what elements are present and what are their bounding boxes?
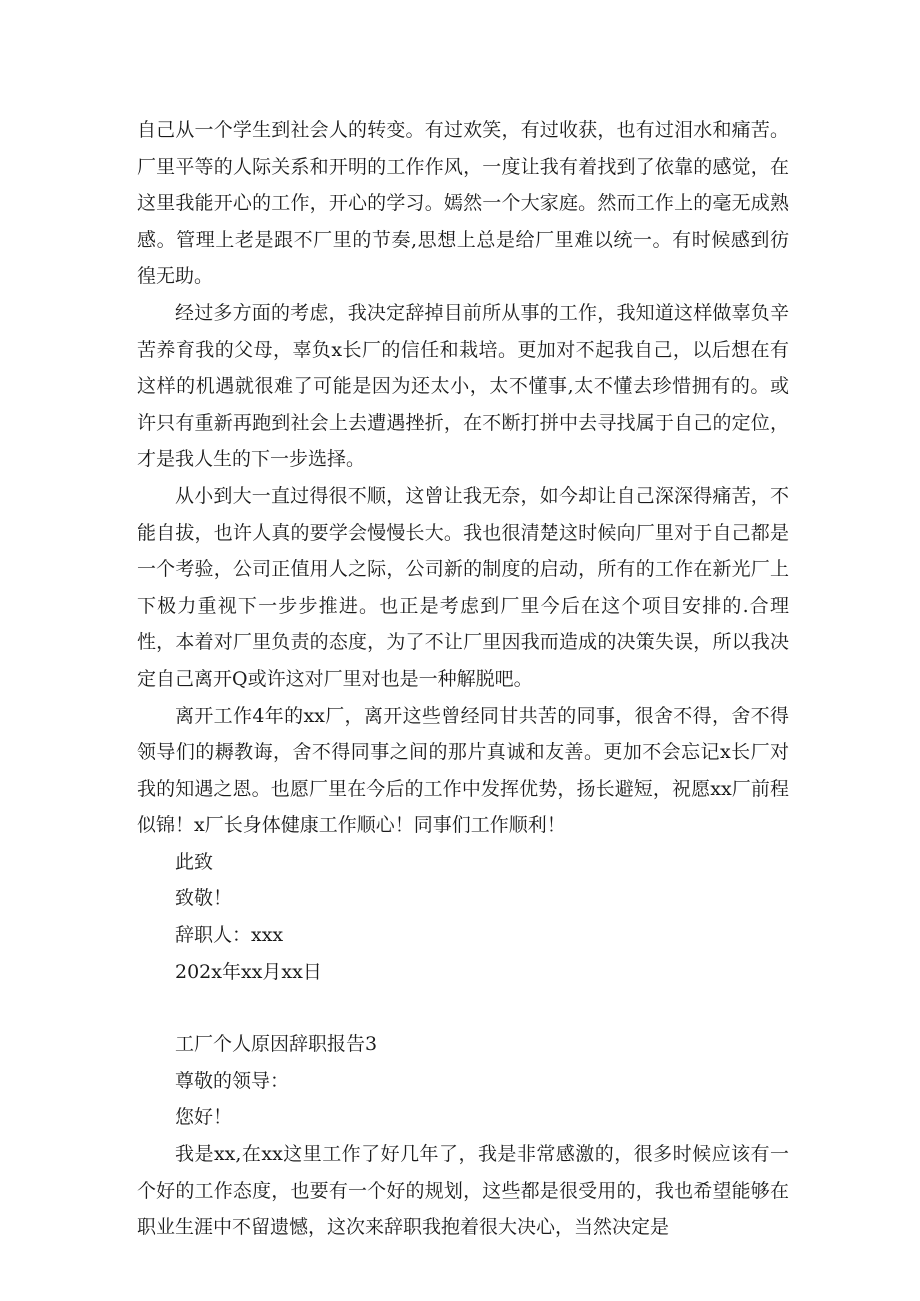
section-body-paragraph: 我是xx,在xx这里工作了好几年了，我是非常感激的，很多时候应该有一个好的工作态度，也要有一个好的规划，这些都是很受用的，我也希望能够在职业生涯中不留遗憾，这次来辞职我抱着很大决心，当然决定是 [137,1143,789,1239]
paragraph-4: 离开工作4年的xx厂，离开这些曾经同甘共苦的同事，很舍不得，舍不得领导们的耨教诲，舍不得同事之间的那片真诚和友善。更加不会忘记x长厂对我的知遇之恩。也愿厂里在今后的工作中发挥优势，扬长避短，祝愿xx厂前程似锦！x厂长身体健康工作顺心！同事们工作顺利！ [137,704,789,837]
section-spacer [137,990,789,1026]
date-line: 202x年xx月xx日 [175,960,322,983]
paragraph-3: 从小到大一直过得很不顺，这曾让我无奈，如今却让自己深深得痛苦，不能自拔，也许人真的要学会慢慢长大。我也很清楚这时候向厂里对于自己都是一个考验，公司正值用人之际，公司新的制度的启动，所有的工作在新光厂上下极力重视下一步步推进。也正是考虑到厂里今后在这个项目安排的.合理性，本着对厂里负责的态度，为了不让厂里因我而造成的决策失误，所以我决定自己离开Q或许这对厂里对也是一种解脱吧。 [137,484,789,690]
closing-respect: 致敬！ [175,887,233,910]
closing-salutation: 此致 [175,850,214,873]
hello-line: 您好！ [175,1106,233,1129]
paragraph-1: 自己从一个学生到社会人的转变。有过欢笑，有过收获，也有过泪水和痛苦。厂里平等的人际关系和开明的工作作风，一度让我有着找到了依靠的感觉，在这里我能开心的工作，开心的学习。嫣然一个大家庭。然而工作上的毫无成熟感。管理上老是跟不厂里的节奏,思想上总是给厂里难以统一。有时候感到彷徨无助。 [137,119,789,288]
section-title: 工厂个人原因辞职报告3 [175,1033,378,1056]
paragraph-2: 经过多方面的考虑，我决定辞掉目前所从事的工作，我知道这样做辜负辛苦养育我的父母，辜负x长厂的信任和栽培。更加对不起我自己，以后想在有这样的机遇就很难了可能是因为还太小，太不懂事,太不懂去珍惜拥有的。或许只有重新再跑到社会上去遭遇挫折，在不断打拼中去寻找属于自己的定位，才是我人生的下一步选择。 [137,301,789,471]
document-body [137,112,789,1246]
greeting-line: 尊敬的领导： [175,1069,290,1092]
signer-line: 辞职人：xxx [175,924,284,947]
